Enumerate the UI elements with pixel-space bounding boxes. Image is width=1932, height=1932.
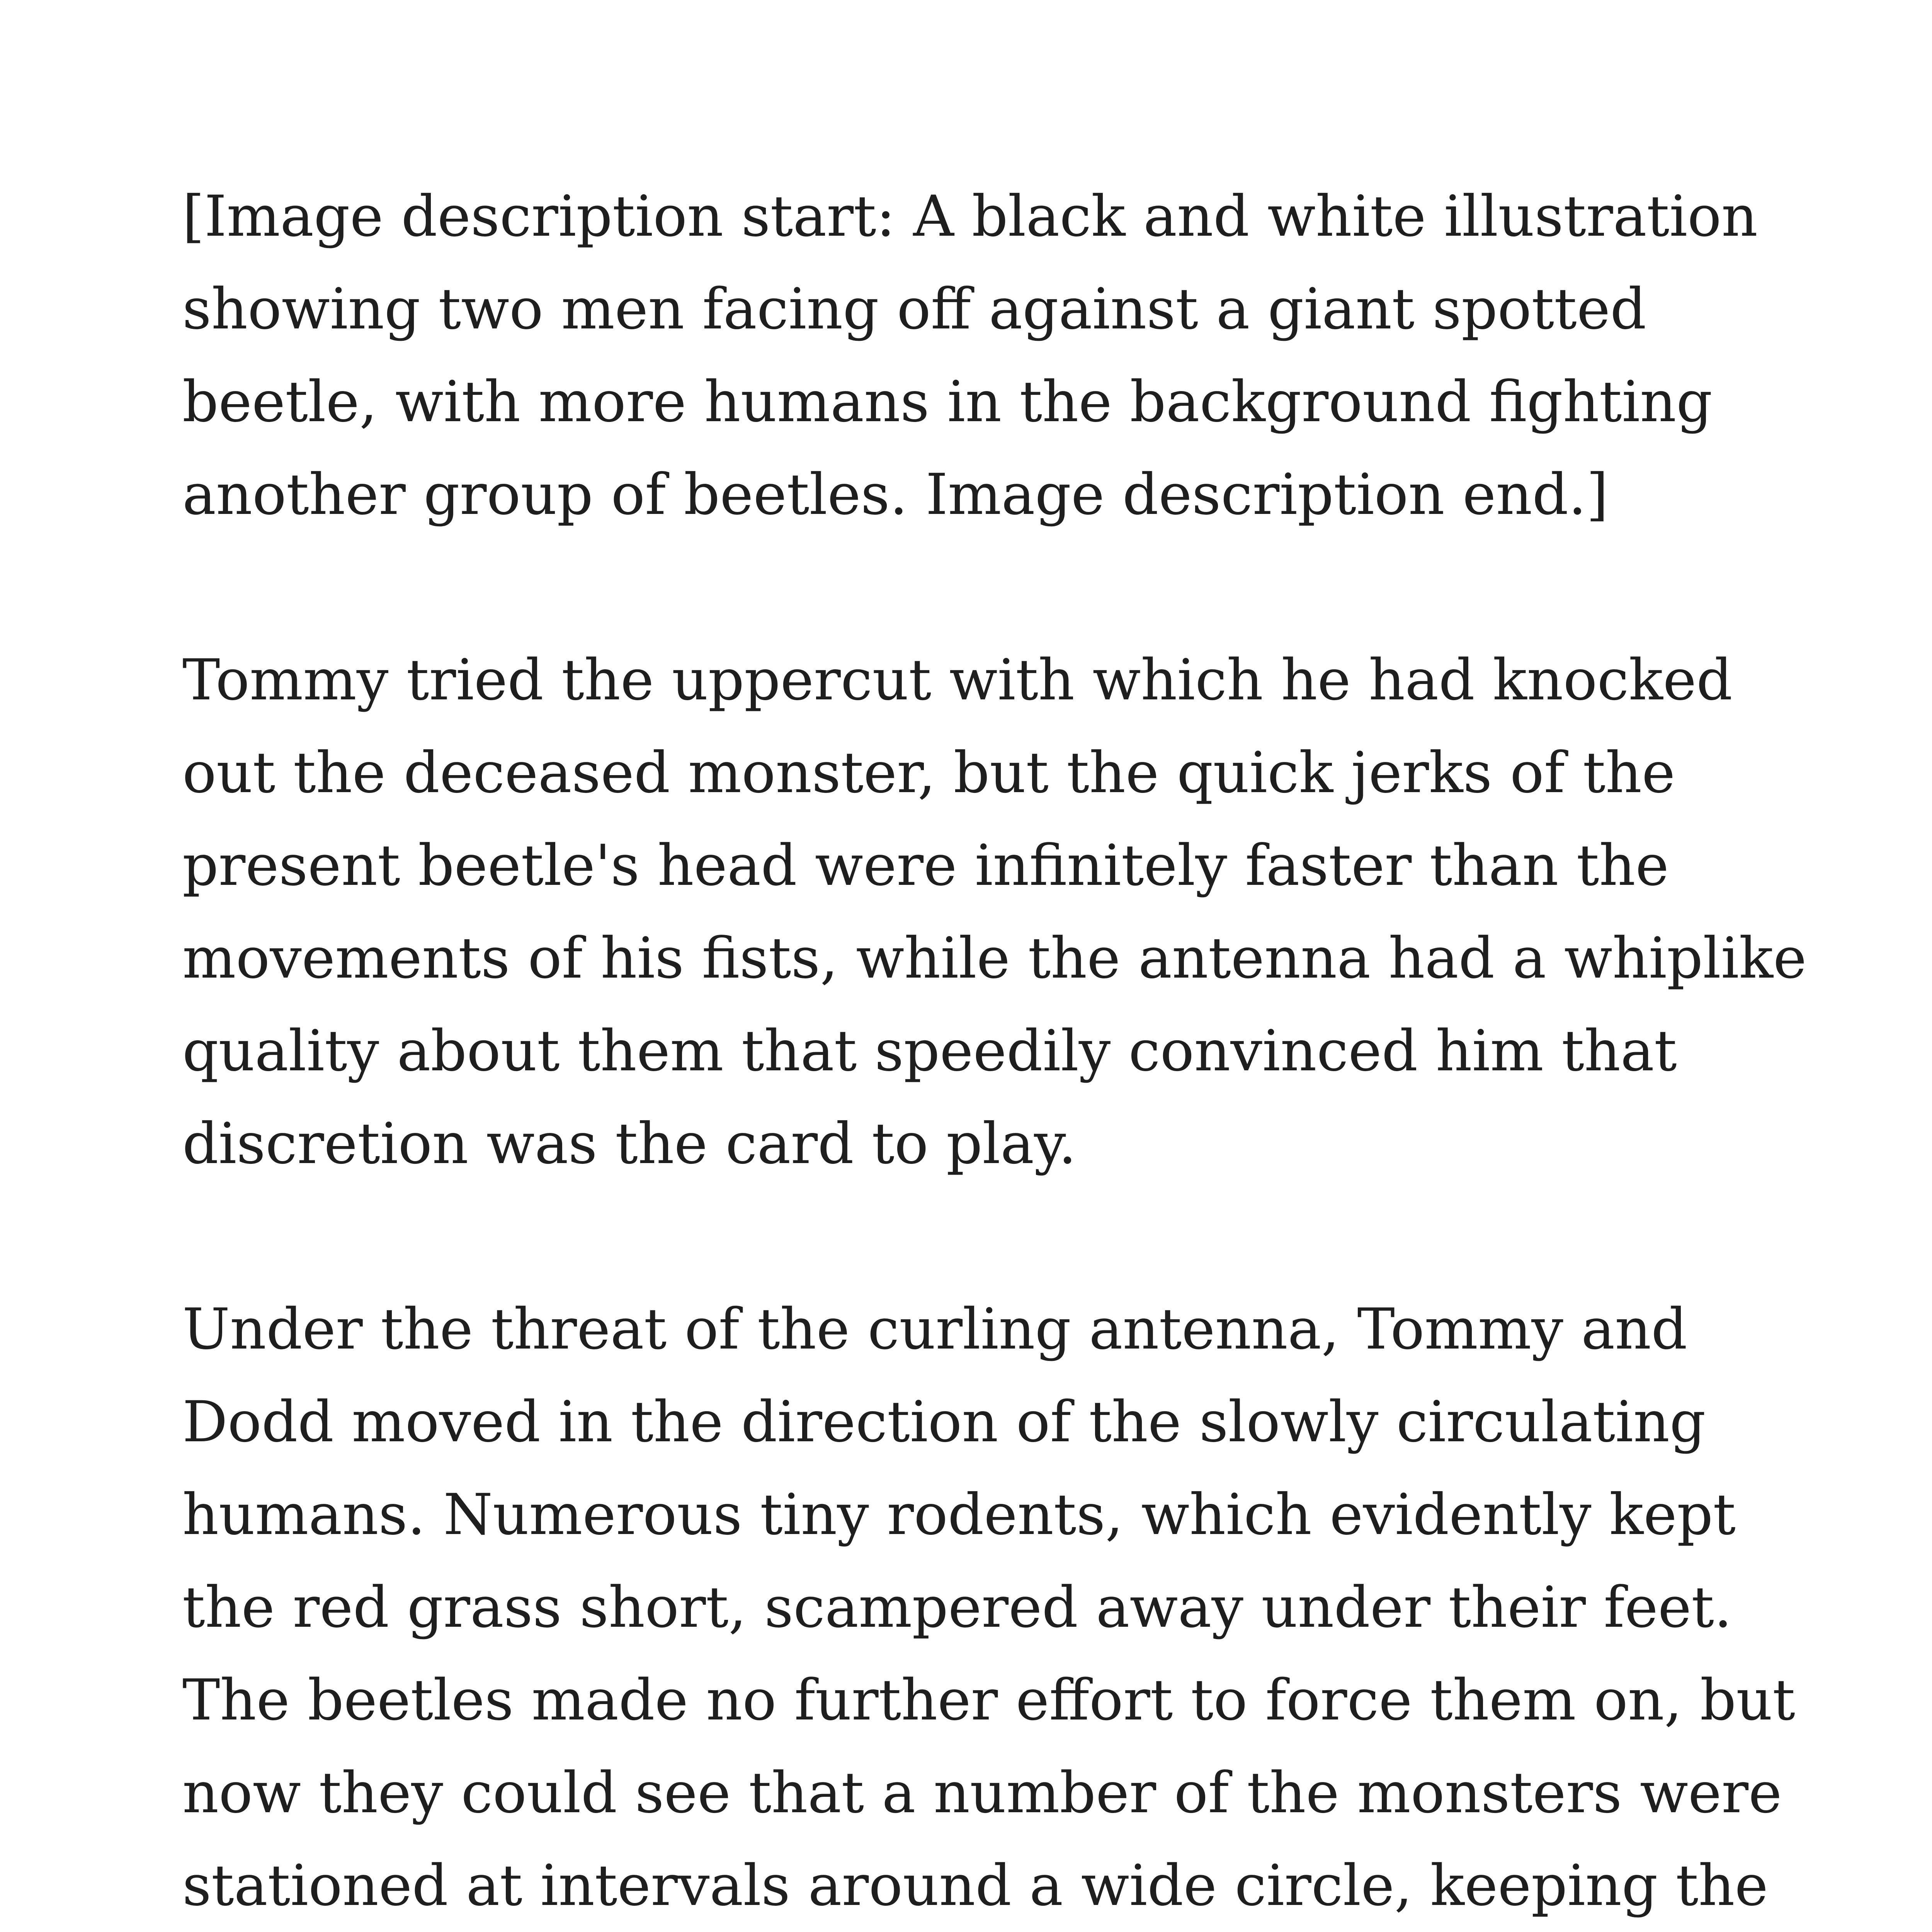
paragraph-uppercut: Tommy tried the uppercut with which he had knocked out the deceased monster, but the quick jerks of the present beetle's head were infinitely faster than the movements of his fists, while the antenna had a whiplike quality about them that speedily convinced him that discretion was the card to play.: [182, 647, 1807, 1177]
paragraph-image-description: [Image description start: A black and white illustration showing two men facing off against a giant spotted beetle, with more humans in the background fighting another group of beetles. Image description end.]: [182, 184, 1758, 527]
body-text: [182, 170, 1825, 1932]
paragraph-herding-movement: Under the threat of the curling antenna, Tommy and Dodd moved in the direction of the slowly circulating humans. Numerous tiny rodents, which evidently kept the red grass short, scampered away under their feet. The beetles made no further effort to force them on, but now they could see that a number of the monsters were stationed at intervals around a wide circle, keeping the: [182, 1296, 1795, 1918]
